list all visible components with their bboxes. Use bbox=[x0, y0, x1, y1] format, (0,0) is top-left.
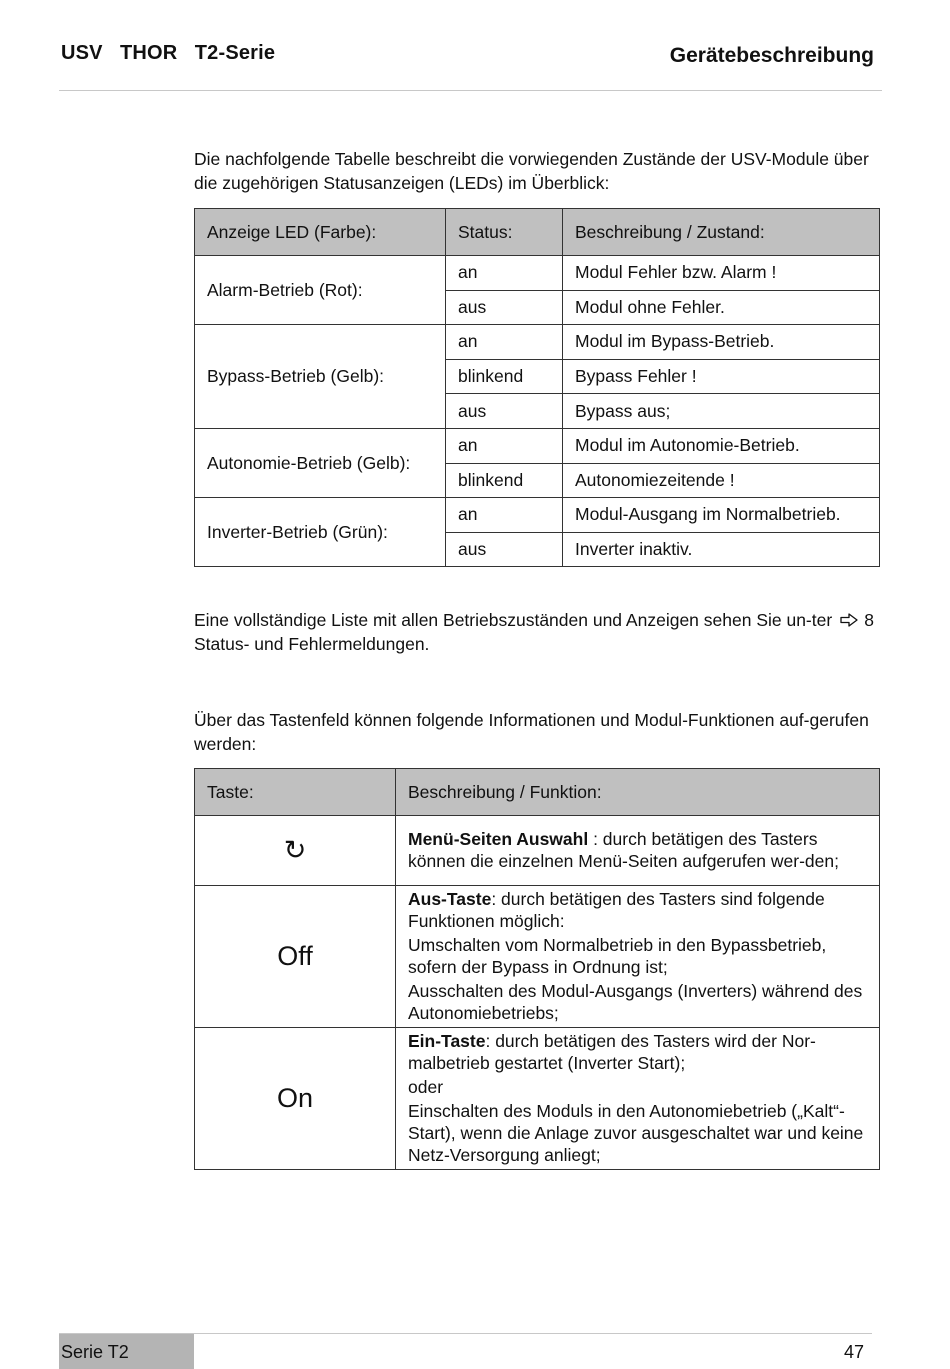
function-description-cell bbox=[396, 816, 880, 886]
table-row bbox=[195, 256, 880, 291]
keypad-intro-paragraph: Über das Tastenfeld können folgende Informationen und Modul-Funktionen auf-gerufen werden: bbox=[194, 710, 869, 754]
status-cell: an bbox=[446, 428, 563, 463]
outline-right-arrow-icon bbox=[840, 608, 858, 632]
led-label-cell: Inverter-Betrieb (Grün): bbox=[195, 498, 446, 567]
function-description-line bbox=[408, 888, 867, 932]
status-cell: aus bbox=[446, 394, 563, 429]
key-name: Aus-Taste bbox=[408, 889, 492, 909]
status-cell: blinkend bbox=[446, 359, 563, 394]
function-text: : durch betätigen des Tasters wird der Nor-malbetrieb gestartet (Inverter Start); bbox=[408, 1031, 816, 1073]
header-title: USV THOR T2-Serie bbox=[61, 42, 276, 64]
table-row bbox=[195, 428, 880, 463]
status-cell: aus bbox=[446, 532, 563, 567]
key-name: Ein-Taste bbox=[408, 1031, 486, 1051]
key-label-on: On bbox=[195, 1028, 396, 1170]
led-label-cell: Bypass-Betrieb (Gelb): bbox=[195, 325, 446, 429]
description-cell: Inverter inaktiv. bbox=[563, 532, 880, 567]
description-cell: Modul im Autonomie-Betrieb. bbox=[563, 428, 880, 463]
description-cell: Modul-Ausgang im Normalbetrieb. bbox=[563, 498, 880, 533]
footer-series-label: Serie T2 bbox=[61, 1342, 129, 1362]
list-reference-target: 8 Status- und Fehlermeldungen. bbox=[194, 610, 874, 654]
header-divider bbox=[59, 90, 882, 91]
led-label-cell: Autonomie-Betrieb (Gelb): bbox=[195, 428, 446, 497]
function-text: Ausschalten des Modul-Ausgangs (Inverters) während des Autonomiebetriebs; bbox=[408, 981, 863, 1023]
function-text: : durch betätigen des Tasters sind folgende Funktionen möglich: bbox=[408, 889, 825, 931]
description-cell: Modul ohne Fehler. bbox=[563, 290, 880, 325]
list-reference-text: Eine vollständige Liste mit allen Betriebszuständen und Anzeigen sehen Sie un-ter bbox=[194, 610, 833, 630]
led-label-cell: Alarm-Betrieb (Rot): bbox=[195, 256, 446, 325]
table-row bbox=[195, 1028, 880, 1170]
function-description-cell bbox=[396, 886, 880, 1028]
function-description-line bbox=[408, 828, 867, 872]
description-cell: Modul Fehler bzw. Alarm ! bbox=[563, 256, 880, 291]
function-description-cell bbox=[396, 1028, 880, 1170]
function-col-header: Beschreibung / Funktion: bbox=[396, 769, 880, 816]
led-table-header bbox=[195, 209, 880, 256]
description-cell: Autonomiezeitende ! bbox=[563, 463, 880, 498]
description-cell: Modul im Bypass-Betrieb. bbox=[563, 325, 880, 360]
function-text: Umschalten vom Normalbetrieb in den Bypassbetrieb, sofern der Bypass in Ordnung ist; bbox=[408, 935, 827, 977]
key-name: Menü-Seiten Auswahl bbox=[408, 829, 589, 849]
keypad-function-table bbox=[194, 768, 880, 1170]
header-section-title: Gerätebeschreibung bbox=[669, 44, 874, 67]
list-reference-paragraph bbox=[194, 608, 874, 656]
status-cell: aus bbox=[446, 290, 563, 325]
key-table-header bbox=[195, 769, 880, 816]
function-description-line bbox=[408, 1100, 867, 1166]
table-row bbox=[195, 816, 880, 886]
function-description-line bbox=[408, 1076, 867, 1098]
function-description-line bbox=[408, 980, 867, 1024]
function-description-line bbox=[408, 1030, 867, 1074]
description-col-header: Beschreibung / Zustand: bbox=[563, 209, 880, 256]
page-number: 47 bbox=[843, 1342, 864, 1362]
status-cell: an bbox=[446, 498, 563, 533]
key-col-header: Taste: bbox=[195, 769, 396, 816]
status-cell: blinkend bbox=[446, 463, 563, 498]
status-cell: an bbox=[446, 325, 563, 360]
key-label-off: Off bbox=[195, 886, 396, 1028]
led-status-table bbox=[194, 208, 880, 567]
table-row bbox=[195, 886, 880, 1028]
description-cell: Bypass aus; bbox=[563, 394, 880, 429]
rotate-arrow-icon: ↻ bbox=[195, 816, 396, 886]
function-text: Einschalten des Moduls in den Autonomiebetrieb („Kalt“-Start), wenn die Anlage zuvor ausgeschaltet war und keine Netz-Versorgung anliegt; bbox=[408, 1101, 864, 1165]
status-cell: an bbox=[446, 256, 563, 291]
status-col-header: Status: bbox=[446, 209, 563, 256]
table-row bbox=[195, 325, 880, 360]
description-cell: Bypass Fehler ! bbox=[563, 359, 880, 394]
function-text: : durch betätigen des Tasters können die einzelnen Menü-Seiten aufgerufen wer-den; bbox=[408, 829, 839, 871]
table-row bbox=[195, 498, 880, 533]
led-col-header: Anzeige LED (Farbe): bbox=[195, 209, 446, 256]
intro-paragraph: Die nachfolgende Tabelle beschreibt die vorwiegenden Zustände der USV-Module über die zugehörigen Statusanzeigen (LEDs) im Überblick: bbox=[194, 149, 869, 193]
function-description-line bbox=[408, 934, 867, 978]
function-text: oder bbox=[408, 1077, 444, 1097]
